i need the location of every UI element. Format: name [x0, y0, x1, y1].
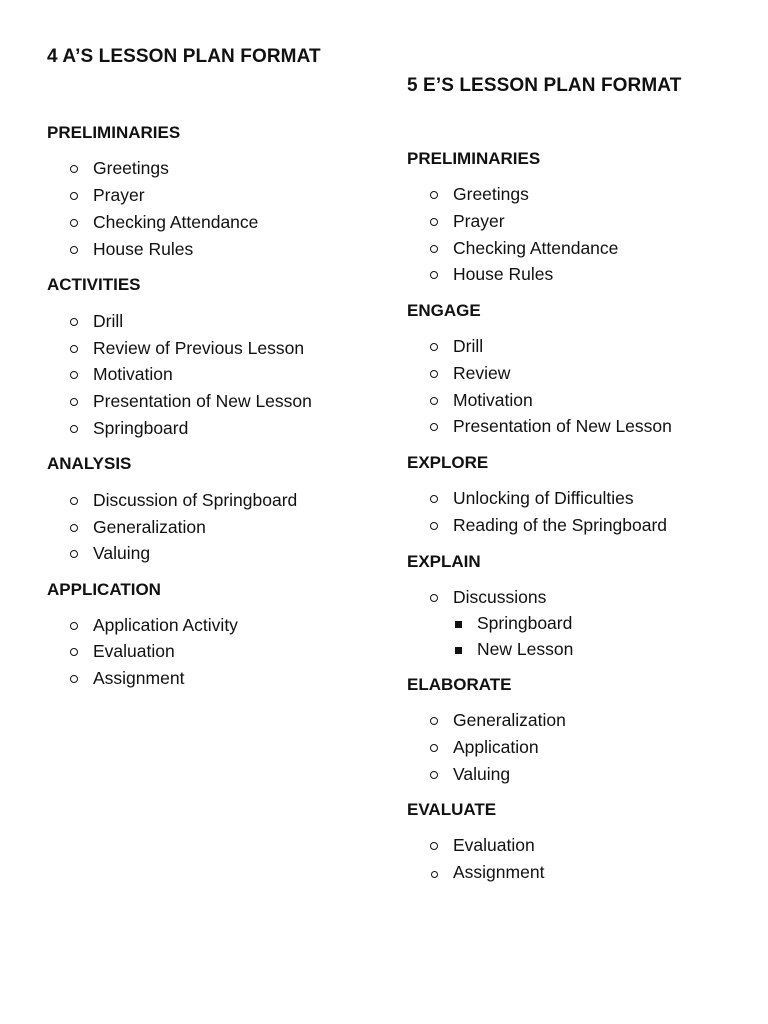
- hollow-bullet-icon: [70, 622, 78, 630]
- section-heading-application: APPLICATION: [47, 580, 161, 599]
- hollow-bullet-icon: [430, 397, 438, 405]
- hollow-bullet-icon: [70, 524, 78, 532]
- hollow-bullet-icon: [70, 371, 78, 379]
- hollow-bullet-icon: [430, 245, 438, 253]
- hollow-bullet-icon: [430, 423, 438, 431]
- hollow-bullet-icon: [70, 425, 78, 433]
- hollow-bullet-icon: [70, 318, 78, 326]
- hollow-bullet-icon: [430, 218, 438, 226]
- hollow-bullet-icon: [430, 343, 438, 351]
- section-heading-explore: EXPLORE: [407, 453, 489, 472]
- section-heading-activities: ACTIVITIES: [47, 275, 141, 294]
- section-heading-explain: EXPLAIN: [407, 552, 481, 571]
- hollow-bullet-icon: [430, 594, 438, 602]
- hollow-bullet-icon: [70, 675, 78, 683]
- hollow-bullet-icon: [70, 165, 78, 173]
- hollow-bullet-icon: [430, 370, 438, 378]
- hollow-bullet-icon: [430, 744, 438, 752]
- section-heading-preliminaries: PRELIMINARIES: [47, 123, 181, 142]
- section-heading-evaluate: EVALUATE: [407, 800, 497, 819]
- hollow-bullet-icon: [430, 842, 438, 850]
- hollow-bullet-icon: [430, 191, 438, 199]
- hollow-bullet-icon: [430, 271, 438, 279]
- section-heading-preliminaries: PRELIMINARIES: [407, 149, 541, 168]
- hollow-bullet-icon: [70, 550, 78, 558]
- square-bullet-icon: [455, 621, 462, 628]
- hollow-bullet-icon: [430, 771, 438, 779]
- square-bullet-icon: [455, 647, 462, 654]
- hollow-bullet-icon: [430, 522, 438, 530]
- hollow-bullet-icon: [431, 871, 438, 878]
- hollow-bullet-icon: [70, 345, 78, 353]
- page-title: 5 E’S LESSON PLAN FORMAT: [407, 75, 682, 96]
- section-heading-elaborate: ELABORATE: [407, 675, 512, 694]
- page-title: 4 A’S LESSON PLAN FORMAT: [47, 46, 321, 67]
- hollow-bullet-icon: [70, 398, 78, 406]
- hollow-bullet-icon: [70, 246, 78, 254]
- hollow-bullet-icon: [70, 192, 78, 200]
- hollow-bullet-icon: [430, 717, 438, 725]
- section-heading-analysis: ANALYSIS: [47, 454, 132, 473]
- hollow-bullet-icon: [70, 219, 78, 227]
- hollow-bullet-icon: [70, 648, 78, 656]
- section-heading-engage: ENGAGE: [407, 301, 481, 320]
- hollow-bullet-icon: [430, 495, 438, 503]
- hollow-bullet-icon: [70, 497, 78, 505]
